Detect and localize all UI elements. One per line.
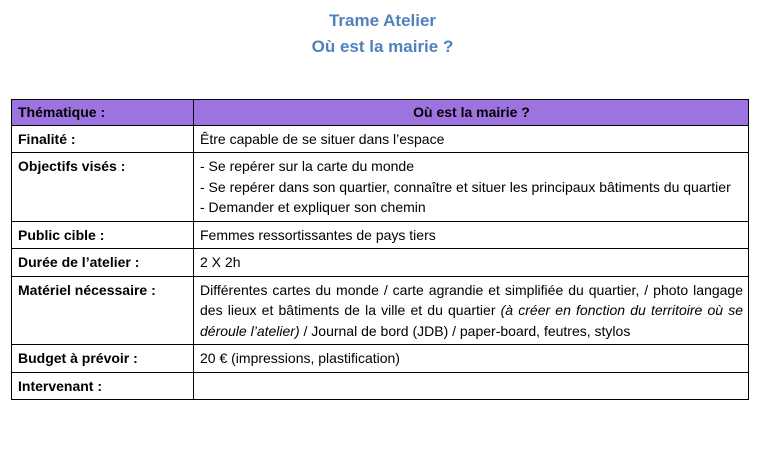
- row-value: Être capable de se situer dans l’espace: [194, 125, 749, 153]
- row-label: Intervenant :: [12, 372, 194, 400]
- row-label: Objectifs visés :: [12, 153, 194, 222]
- objective-line: - Se repérer dans son quartier, connaître et situer les principaux bâtiments du quartier: [200, 178, 731, 195]
- table-row-objectifs: [12, 153, 749, 222]
- document-title: Trame Atelier: [328, 11, 437, 30]
- row-label: Durée de l’atelier :: [12, 249, 194, 277]
- materiel-text: / Journal de bord (JDB) / paper-board, feutres, stylos: [299, 322, 631, 339]
- table-row-finalite: [12, 125, 749, 153]
- table-row-intervenant: [12, 372, 749, 400]
- row-label: Finalité :: [12, 125, 194, 153]
- table-row-materiel: [12, 276, 749, 345]
- row-value: [194, 153, 749, 222]
- objective-line: - Demander et expliquer son chemin: [200, 199, 426, 215]
- row-value: Où est la mairie ?: [194, 100, 749, 126]
- document-subtitle: Où est la mairie ?: [311, 37, 454, 56]
- row-label: Budget à prévoir :: [12, 345, 194, 373]
- materiel-note: (à créer en fonction du territoire où se déroule l’atelier): [200, 302, 743, 339]
- row-value: 2 X 2h: [194, 249, 749, 277]
- materiel-text: Différentes cartes du monde / carte agrandie et simplifiée du quartier, / photo langage des lieux et bâtiments de la ville et du quartier: [200, 281, 743, 318]
- row-value: [194, 372, 749, 400]
- table-row-public: [12, 221, 749, 249]
- row-label: Matériel nécessaire :: [12, 276, 194, 345]
- row-label: Thématique :: [12, 100, 194, 126]
- table-row-duree: [12, 249, 749, 277]
- objective-line: - Se repérer sur la carte du monde: [200, 158, 414, 174]
- workshop-table: [11, 99, 749, 400]
- row-value: [194, 276, 749, 345]
- row-value: Femmes ressortissantes de pays tiers: [194, 221, 749, 249]
- row-label: Public cible :: [12, 221, 194, 249]
- row-value: 20 € (impressions, plastification): [194, 345, 749, 373]
- table-row-thematique: [12, 100, 749, 126]
- table-row-budget: [12, 345, 749, 373]
